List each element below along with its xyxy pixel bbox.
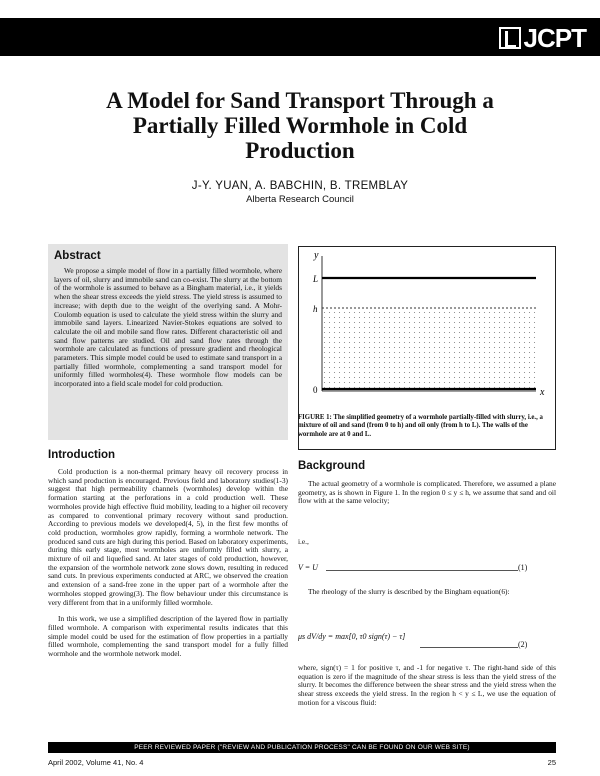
equation-1: V = U xyxy=(298,563,318,572)
background-heading: Background xyxy=(298,460,366,472)
page-number: 25 xyxy=(547,758,556,767)
introduction-heading: Introduction xyxy=(48,449,116,461)
equation-2-leader xyxy=(420,647,518,648)
equation-2: μs dV/dy = max[0, τ0 sign(τ) − τ] xyxy=(298,632,406,641)
background-paragraph-1: The actual geometry of a wormhole is complicated. Therefore, we assumed a plane geometry, as is shown in Figure 1. In the region 0 ≤ y ≤ h, we assume that sand and oil flow with at the same velocity; xyxy=(298,479,556,506)
y-axis-label: y xyxy=(314,250,319,261)
label-0: 0 xyxy=(313,385,318,395)
journal-logo xyxy=(499,24,586,52)
affiliation: Alberta Research Council xyxy=(246,194,354,205)
abstract-heading: Abstract xyxy=(54,250,101,262)
intro-paragraph-1: Cold production is a non-thermal primary heavy oil recovery process in which sand production is encouraged. Previous field and laboratory studies(1-3) suggest that high permeability channels (wormholes) develop within the formation starting at the perforations in a cold production well. These wormholes provide high effective fluid mobility, leading to a higher oil recovery as compared to conventional primary recovery without sand production. According to previous models we developed(4, 5), in the first few months of cold production, wormholes grow rapidly, forming a wormhole network. The produced sand cuts are high during this period. Based on laboratory experiments, during this early stage, most wormholes are uniformly filled with slurry, a mixture of oil and liquefied sand. At later stages of cold production, however, the expansion of the wormhole network zone slows down, resulting in reduced sand cuts. In previous experiments conducted at ARC, we observed the creation and extension of a sand-free zone in the upper part of a wormhole after the wormholes stopped growing(3). The flow behaviour under this circumstance is very different from that in a uniformly filled wormhole. xyxy=(48,467,288,607)
label-h: h xyxy=(313,304,318,314)
logo-text: JCPT xyxy=(523,22,586,53)
intro-paragraph-2: In this work, we use a simplified description of the layered flow in partially filled wormhole. A comparison with experimental results indicates that this simple model could be used for the estimation of flow properties in a partially filled wormhole, complementing the sand transport model for a fully filled wormhole and the wormhole network model. xyxy=(48,614,288,659)
abstract-text: We propose a simple model of flow in a partially filled wormhole, where layers of oil, slurry and immobile sand can co-exist. The slurry at the bottom of the wormhole is assumed to behave as a Bingham material, i.e., it yields when the shear stress exceeds the yield stress. The yield stress is assumed to increase; with depth due to the weight of the overlying sand. A Mohr-Coulomb equation is used to calculate the yield stress within the slurry and immobile sand layers. Linearized Navier-Stokes equations are solved to calculate the oil and mobile sand flow rates. Different characteristic oil and sand flow patterns are studied. Oil and sand flow rates through the wormhole are calculated as functions of pressure gradient and rheological parameters. This simple model could be used to estimate sand transport in a partially filled wormhole, complementing a sand transport model for uniformly filled wormholes(4). These wormhole flow models can be incorporated into a field scale model for cold production. xyxy=(54,266,282,389)
paper-title: A Model for Sand Transport Through a Partially Filled Wormhole in Cold Production xyxy=(106,88,494,163)
logo-mark-icon xyxy=(499,27,521,49)
background-paragraph-3: where, sign(τ) = 1 for positive τ, and -1 for negative τ. The right-hand side of this equation is zero if the magnitude of the shear stress is less than the yield stress of the slurry. It becomes the difference between the shear stress and the yield stress when the shear stress exceeds the yield stress. In the region h < y ≤ L, we use the equation of motion for a viscous fluid: xyxy=(298,663,556,707)
author-list: J-Y. YUAN, A. BABCHIN, B. TREMBLAY xyxy=(191,180,409,192)
peer-review-banner: PEER REVIEWED PAPER ("REVIEW AND PUBLICATION PROCESS" CAN BE FOUND ON OUR WEB SITE) xyxy=(48,742,556,753)
introduction-text xyxy=(48,468,288,659)
label-L: L xyxy=(313,274,319,284)
equation-1-leader xyxy=(326,570,518,571)
figure-1-diagram xyxy=(298,246,556,416)
equation-1-number: (1) xyxy=(518,563,528,572)
slurry-region xyxy=(322,308,536,389)
equation-2-number: (2) xyxy=(518,640,528,649)
x-axis-label: x xyxy=(540,387,545,398)
background-paragraph-2: The rheology of the slurry is described by the Bingham equation(6): xyxy=(308,587,510,596)
issue-info: April 2002, Volume 41, No. 4 xyxy=(48,758,144,767)
background-ie: i.e., xyxy=(298,537,309,546)
figure-1-caption: FIGURE 1: The simplified geometry of a wormhole partially-filled with slurry, i.e., a mixture of oil and sand (from 0 to h) and oil only (from h to L). The walls of the wormhole are at 0 and L. xyxy=(298,414,543,438)
